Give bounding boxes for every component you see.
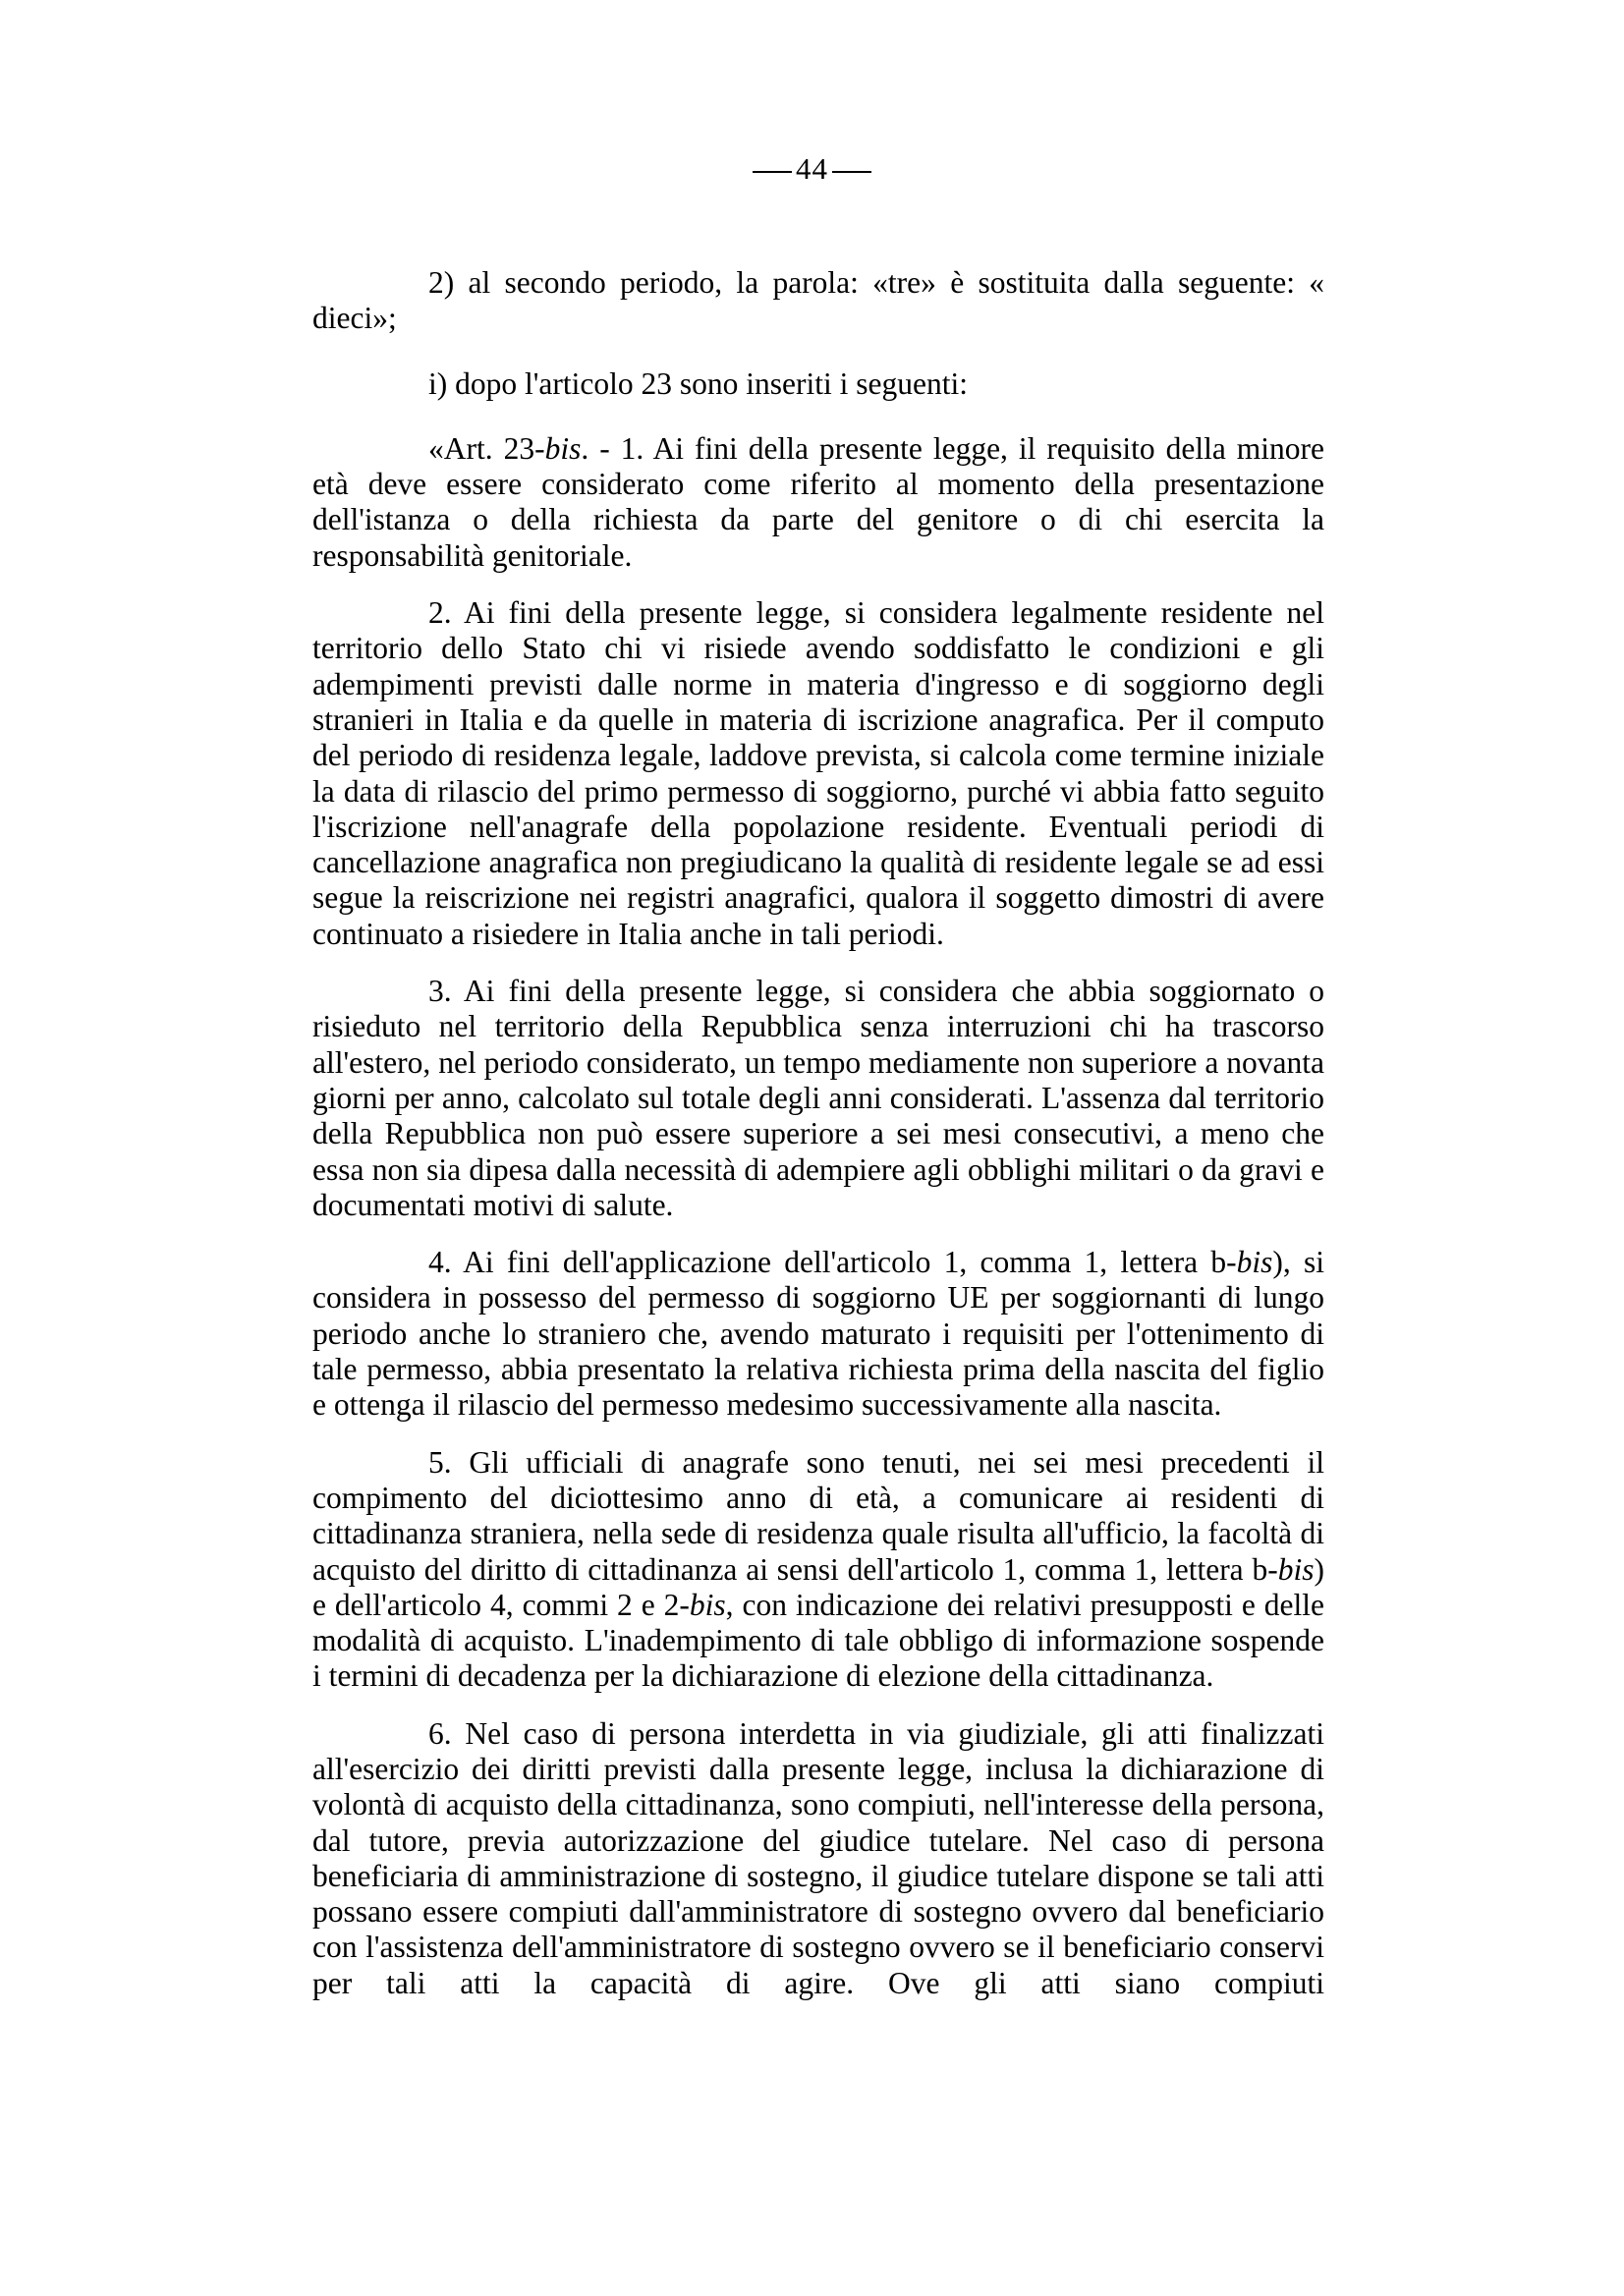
- paragraph-5-bis-1: bis: [1277, 1551, 1315, 1587]
- paragraph-4-part-a: 4. Ai fini dell'applicazione dell'articolo 1, comma 1, lettera b-: [428, 1245, 1237, 1280]
- paragraph-5-part-b: ) e dell'articolo 4, commi 2 e 2-: [312, 1551, 1324, 1622]
- paragraph-5-part-c: , con indicazione dei relativi presupposti e delle modalità di acquisto. L'inadempimento di tale obbligo di informazione sospende i termini di decadenza per la dichiarazione di elezione della cittadinanza.: [312, 1587, 1325, 1694]
- dash-left: [753, 171, 792, 173]
- paragraph-2: 2. Ai fini della presente legge, si considera legalmente residente nel territorio dello Stato chi vi risiede avendo soddisfatto le condizioni e gli adempimenti previsti dalle norme in materia d'ingresso e di soggiorno degli stranieri in Italia e da quelle in materia di iscrizione anagrafica. Per il computo del periodo di residenza legale, laddove prevista, si calcola come termine iniziale la data di rilascio del primo permesso di soggiorno, purché vi abbia fatto seguito l'iscrizione nell'anagrafe della popolazione residente. Eventuali periodi di cancellazione anagrafica non pregiudicano la qualità di residente legale se ad essi segue la reiscrizione nei registri anagrafici, qualora il soggetto dimostri di avere continuato a risiedere in Italia anche in tali periodi.: [312, 595, 1324, 951]
- paragraph-5-part-a: 5. Gli ufficiali di anagrafe sono tenuti, nei sei mesi precedenti il compimento del diciottesimo anno di età, a comunicare ai residenti di cittadinanza straniera, nella sede di residenza quale risulta all'ufficio, la facoltà di acquisto del diritto di cittadinanza ai sensi dell'articolo 1, comma 1, lettera b-: [312, 1444, 1324, 1587]
- paragraph-6: 6. Nel caso di persona interdetta in via giudiziale, gli atti finalizzati all'esercizio dei diritti previsti dalla presente legge, inclusa la dichiarazione di volontà di acquisto della cittadinanza, sono compiuti, nell'interesse della persona, dal tutore, previa autorizzazione del giudice tutelare. Nel caso di persona beneficiaria di amministrazione di sostegno, il giudice tutelare dispone se tali atti possano essere compiuti dall'amministratore di sostegno ovvero dal beneficiario con l'assistenza dell'amministratore di sostegno ovvero se il beneficiario conservi per tali atti la capacità di agire. Ove gli atti siano compiuti: [312, 1715, 1324, 2000]
- paragraph-5-bis-2: bis: [689, 1587, 726, 1622]
- article-heading-prefix: «Art. 23-: [428, 430, 545, 466]
- article-heading-bis: bis: [544, 430, 582, 466]
- article-23-bis-paragraph-1: [312, 431, 1324, 574]
- intro-line-2: dieci»;: [312, 301, 397, 336]
- paragraph-4: [312, 1245, 1324, 1423]
- paragraph-4-part-b: ), si considera in possesso del permesso di soggiorno UE per soggiornanti di lungo periodo anche lo straniero che, avendo maturato i requisiti per l'ottenimento di tale permesso, abbia presentato la relativa richiesta prima della nascita del figlio e ottenga il rilascio del permesso medesimo successivamente alla nascita.: [312, 1245, 1324, 1423]
- page-number: [0, 151, 1624, 187]
- intro-paragraph: [312, 265, 1324, 337]
- page-number-value: 44: [796, 151, 828, 186]
- document-body: [312, 265, 1324, 2001]
- intro-line-1: 2) al secondo periodo, la parola: «tre» è sostituita dalla seguente: «: [428, 265, 1324, 300]
- paragraph-5: [312, 1445, 1324, 1695]
- intro-line-3: i) dopo l'articolo 23 sono inseriti i seguenti:: [428, 365, 968, 401]
- paragraph-4-bis: bis: [1236, 1245, 1273, 1280]
- dash-right: [832, 171, 871, 173]
- paragraph-3: 3. Ai fini della presente legge, si considera che abbia soggiornato o risieduto nel territorio della Repubblica senza interruzioni chi ha trascorso all'estero, nel periodo considerato, un tempo mediamente non superiore a novanta giorni per anno, calcolato sul totale degli anni considerati. L'assenza dal territorio della Repubblica non può essere superiore a sei mesi consecutivi, a meno che essa non sia dipesa dalla necessità di adempiere agli obblighi militari o da gravi e documentati motivi di salute.: [312, 974, 1324, 1222]
- article-heading-text: . - 1. Ai fini della presente legge, il requisito della minore età deve essere considerato come riferito al momento della presentazione dell'istanza o della richiesta da parte del genitore o di chi esercita la responsabilità genitoriale.: [312, 430, 1325, 573]
